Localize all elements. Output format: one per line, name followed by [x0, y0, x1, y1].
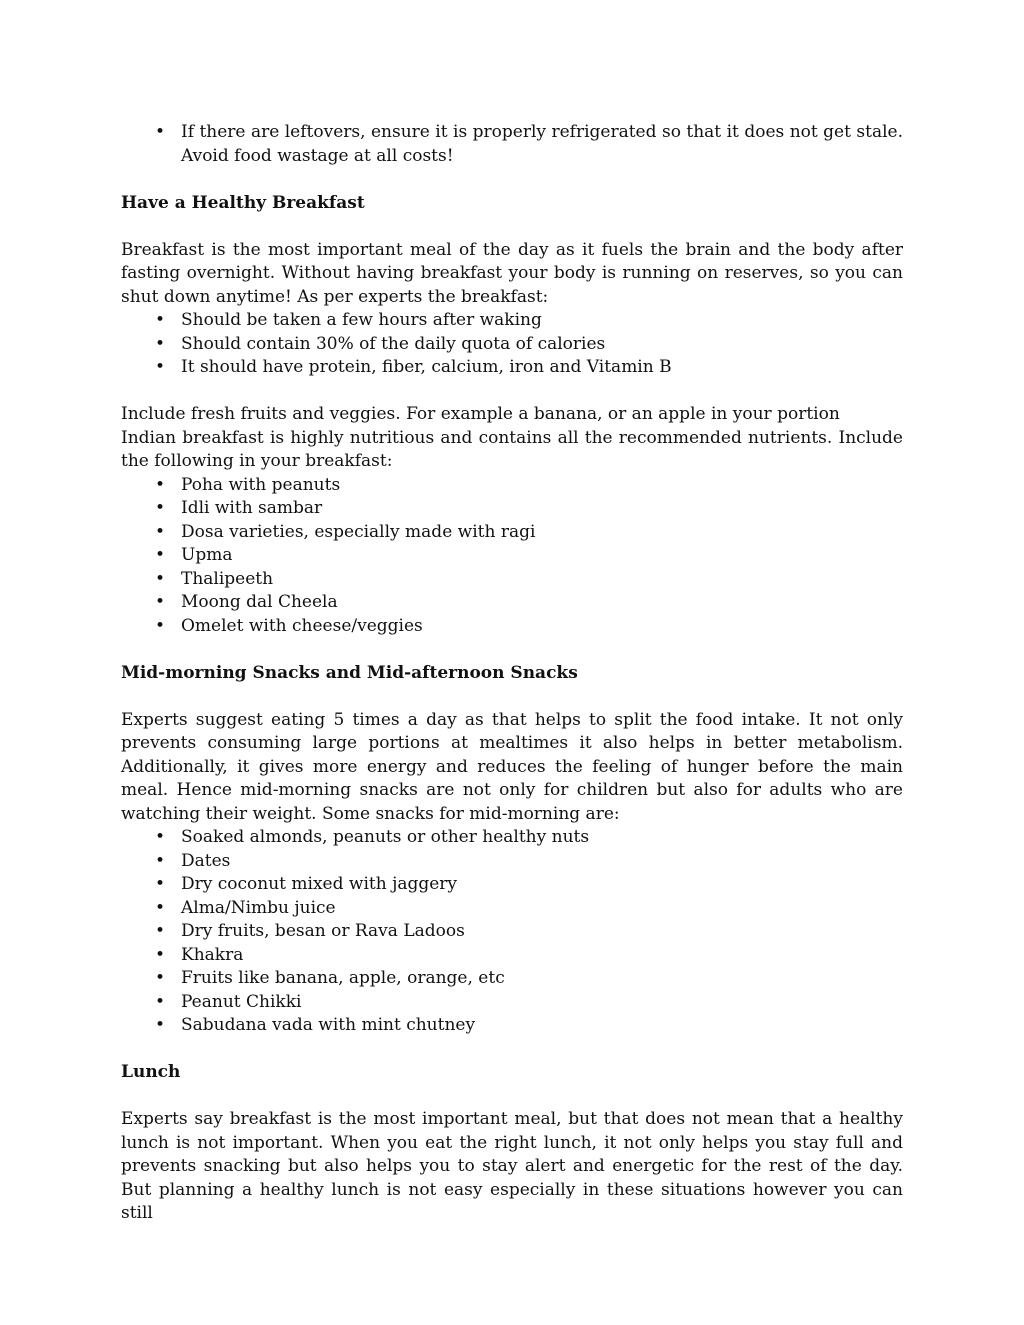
- list-item: [121, 568, 903, 592]
- bullet-icon: •: [155, 122, 166, 142]
- indian-breakfast-list: [121, 474, 903, 639]
- list-item: [121, 333, 903, 357]
- bullet-icon: •: [155, 357, 166, 377]
- list-item-text: Dates: [181, 850, 231, 871]
- list-item: [121, 944, 903, 968]
- bullet-icon: •: [155, 827, 166, 847]
- indian-breakfast-paragraph: Indian breakfast is highly nutritious and contains all the recommended nutrients. Include the following in your breakfast:: [121, 427, 903, 471]
- bullet-icon: •: [155, 968, 166, 988]
- list-item-text: Thalipeeth: [181, 568, 274, 589]
- list-item-text: Khakra: [181, 944, 244, 965]
- snacks-list: [121, 826, 903, 1038]
- list-item-text: It should have protein, fiber, calcium, iron and Vitamin B: [181, 357, 672, 377]
- list-item: [121, 309, 903, 333]
- lunch-paragraph: Experts say breakfast is the most important meal, but that does not mean that a healthy lunch is not important. When you eat the right lunch, it not only helps you stay full and prevents snacking but also helps you to stay alert and energetic for the rest of the day. But planning a healthy lunch is not easy especially in these situations however you can still: [121, 1109, 903, 1223]
- list-item-text: Should contain 30% of the daily quota of calories: [181, 333, 606, 354]
- bullet-icon: •: [155, 615, 166, 636]
- list-item: [121, 591, 903, 615]
- list-item: [121, 1014, 903, 1038]
- bullet-icon: •: [155, 1015, 166, 1035]
- bullet-icon: •: [155, 310, 166, 330]
- list-item: [121, 850, 903, 874]
- bullet-icon: •: [155, 944, 166, 965]
- section-heading-lunch: Lunch: [121, 1062, 181, 1082]
- list-item: [121, 920, 903, 944]
- bullet-icon: •: [155, 474, 166, 495]
- list-item: [121, 356, 903, 380]
- list-item-text: Dosa varieties, especially made with ragi: [181, 521, 536, 542]
- bullet-icon: •: [155, 498, 166, 518]
- bullet-icon: •: [155, 521, 166, 542]
- list-item-text: Peanut Chikki: [181, 991, 302, 1012]
- list-item: [121, 544, 903, 568]
- list-item-text: Omelet with cheese/veggies: [181, 615, 423, 636]
- list-item: [121, 826, 903, 850]
- section-heading-breakfast: Have a Healthy Breakfast: [121, 192, 365, 213]
- list-item-text: Alma/Nimbu juice: [181, 897, 336, 918]
- list-item: [121, 897, 903, 921]
- bullet-icon: •: [155, 921, 166, 941]
- list-item: [121, 521, 903, 545]
- list-item-text: Idli with sambar: [181, 498, 323, 518]
- list-item: [121, 991, 903, 1015]
- intro-bullet-list: [121, 121, 903, 168]
- bullet-icon: •: [155, 333, 166, 354]
- list-item-text: Upma: [181, 545, 233, 565]
- list-item-text: Dry coconut mixed with jaggery: [181, 874, 458, 894]
- fruits-line: Include fresh fruits and veggies. For example a banana, or an apple in your portion: [121, 404, 840, 424]
- bullet-icon: •: [155, 568, 166, 589]
- list-item: [121, 873, 903, 897]
- list-item-text: Poha with peanuts: [181, 474, 341, 495]
- page-content: [121, 121, 903, 1226]
- bullet-icon: •: [155, 874, 166, 894]
- section-heading-snacks: Mid-morning Snacks and Mid-afternoon Snacks: [121, 662, 578, 683]
- list-item-text: Soaked almonds, peanuts or other healthy nuts: [181, 827, 590, 847]
- bullet-icon: •: [155, 991, 166, 1012]
- list-item-text: Sabudana vada with mint chutney: [181, 1015, 476, 1035]
- snacks-paragraph: Experts suggest eating 5 times a day as that helps to split the food intake. It not only prevents consuming large portions at mealtimes it also helps in better metabolism. Additionally, it gives more energy and reduces the feeling of hunger before the main meal. Hence mid-morning snacks are not only for children but also for adults who are watching their weight. Some snacks for mid-morning are:: [121, 709, 903, 824]
- list-item-text: Fruits like banana, apple, orange, etc: [181, 968, 505, 988]
- breakfast-paragraph: Breakfast is the most important meal of the day as it fuels the brain and the body after fasting overnight. Without having breakfast your body is running on reserves, so you can shut down anytime! As per experts the breakfast:: [121, 239, 903, 307]
- bullet-icon: •: [155, 850, 166, 871]
- bullet-icon: •: [155, 545, 166, 565]
- list-item-text: If there are leftovers, ensure it is properly refrigerated so that it does not get stale. Avoid food wastage at all costs!: [181, 122, 903, 166]
- breakfast-bullet-list: [121, 309, 903, 380]
- list-item-text: Should be taken a few hours after waking: [181, 310, 542, 330]
- bullet-icon: •: [155, 592, 166, 612]
- list-item: [121, 474, 903, 498]
- bullet-icon: •: [155, 897, 166, 918]
- list-item: [121, 497, 903, 521]
- list-item-text: Dry fruits, besan or Rava Ladoos: [181, 921, 465, 941]
- list-item: [121, 121, 903, 168]
- list-item: [121, 967, 903, 991]
- list-item: [121, 615, 903, 639]
- list-item-text: Moong dal Cheela: [181, 592, 338, 612]
